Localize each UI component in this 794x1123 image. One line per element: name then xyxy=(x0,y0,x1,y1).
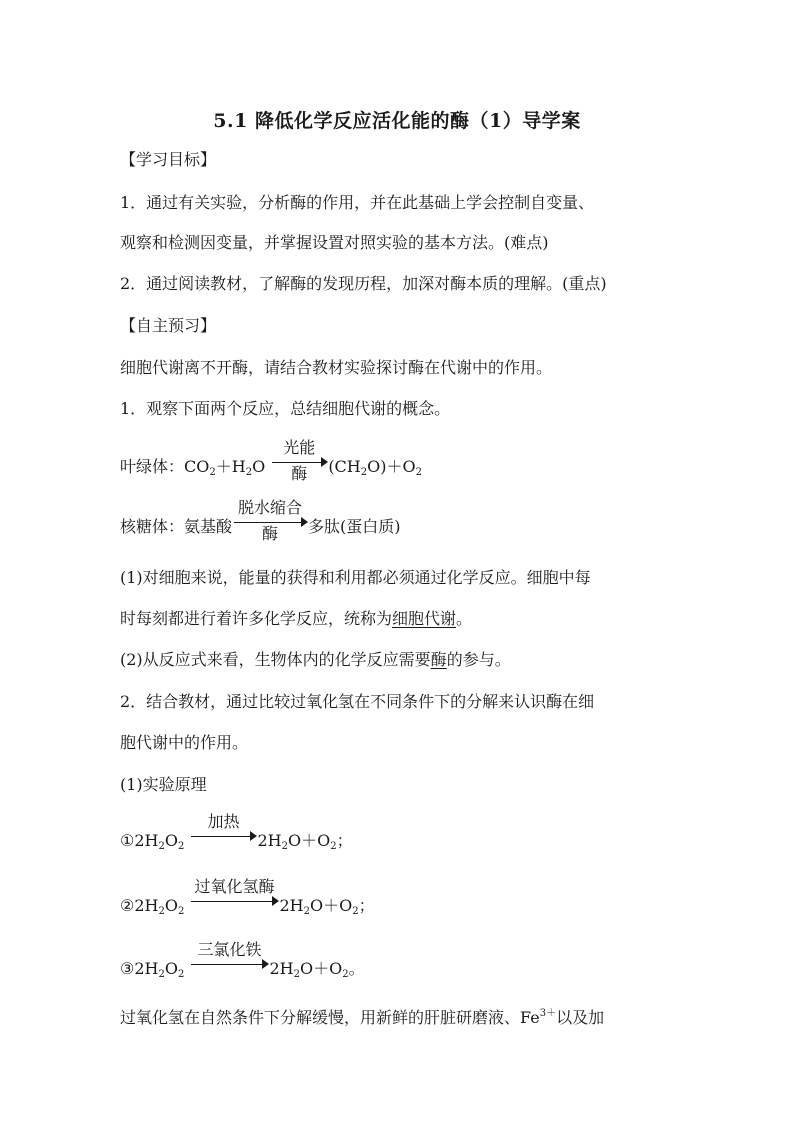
reaction1-arrow xyxy=(189,812,257,846)
equation-ribosome xyxy=(120,498,680,543)
answer-enzyme: 酶 xyxy=(430,650,447,669)
experiment-principle-heading: (1)实验原理 xyxy=(120,775,207,794)
reaction-ferric-chloride: $③2H_2O_2$ 三氯化铁 $2H_2O+O_2$。 xyxy=(120,940,365,980)
reaction1-condition: 加热 xyxy=(207,812,240,831)
goal-2: 2．通过阅读教材，了解酶的发现历程，加深对酶本质的理解。(重点) xyxy=(120,274,607,293)
eq2-lhs: 氨基酸 xyxy=(184,517,233,536)
eq2-arrow xyxy=(232,498,308,543)
eq1-label: 叶绿体： xyxy=(120,457,185,476)
goal-1-line-1: 1．通过有关实验，分析酶的作用，并在此基础上学会控制自变量、 xyxy=(120,193,595,212)
answer-2: (2)从反应式来看，生物体内的化学反应需要酶的参与。 xyxy=(120,650,511,669)
question-2-line-2: 胞代谢中的作用。 xyxy=(120,733,249,752)
eq2-arrow-below: 酶 xyxy=(262,524,279,543)
eq1-arrow-below: 酶 xyxy=(291,464,308,483)
eq2-rhs: 多肽(蛋白质) xyxy=(308,517,401,536)
eq1-arrow xyxy=(270,438,328,483)
eq2-arrow-above: 脱水缩合 xyxy=(238,498,303,517)
eq1-rhs: $(CH_2O)+O_2$ xyxy=(328,457,422,478)
answer-cell-metabolism: 细胞代谢 xyxy=(392,609,457,628)
reaction-heating: $①2H_2O_2$ 加热 $2H_2O+O_2$； xyxy=(120,812,353,852)
answer-1-line-1: (1)对细胞来说，能量的获得和利用都必须通过化学反应。细胞中每 xyxy=(120,568,591,587)
goal-1-line-2: 观察和检测因变量，并掌握设置对照实验的基本方法。(难点) xyxy=(120,233,549,252)
eq1-arrow-above: 光能 xyxy=(283,438,316,457)
reaction2-arrow xyxy=(189,877,279,911)
section-heading-preview: 【自主预习】 xyxy=(120,316,217,335)
page-title: 5.1 降低化学反应活化能的酶（1）导学案 xyxy=(213,110,581,132)
eq1-lhs: $CO_2+H_2O$ xyxy=(184,457,266,478)
eq2-label: 核糖体： xyxy=(120,517,185,536)
answer-1-line-2: 时每刻都进行着许多化学反应，统称为细胞代谢。 xyxy=(120,609,473,628)
reaction3-condition: 三氯化铁 xyxy=(197,940,262,959)
paragraph-hydrogen-peroxide: 过氧化氢在自然条件下分解缓慢，用新鲜的肝脏研磨液、$Fe^{3+}$以及加 xyxy=(120,1008,605,1027)
reaction-catalase: $②2H_2O_2$ 过氧化氢酶 $2H_2O+O_2$； xyxy=(120,877,375,917)
question-2-line-1: 2．结合教材，通过比较过氧化氢在不同条件下的分解来认识酶在细 xyxy=(120,692,595,711)
question-1: 1．观察下面两个反应，总结细胞代谢的概念。 xyxy=(120,399,451,418)
intro-paragraph: 细胞代谢离不开酶，请结合教材实验探讨酶在代谢中的作用。 xyxy=(120,358,553,377)
reaction3-arrow xyxy=(189,940,269,974)
equation-chloroplast xyxy=(120,438,680,483)
reaction2-condition: 过氧化氢酶 xyxy=(194,877,275,896)
section-heading-goals: 【学习目标】 xyxy=(120,150,217,169)
